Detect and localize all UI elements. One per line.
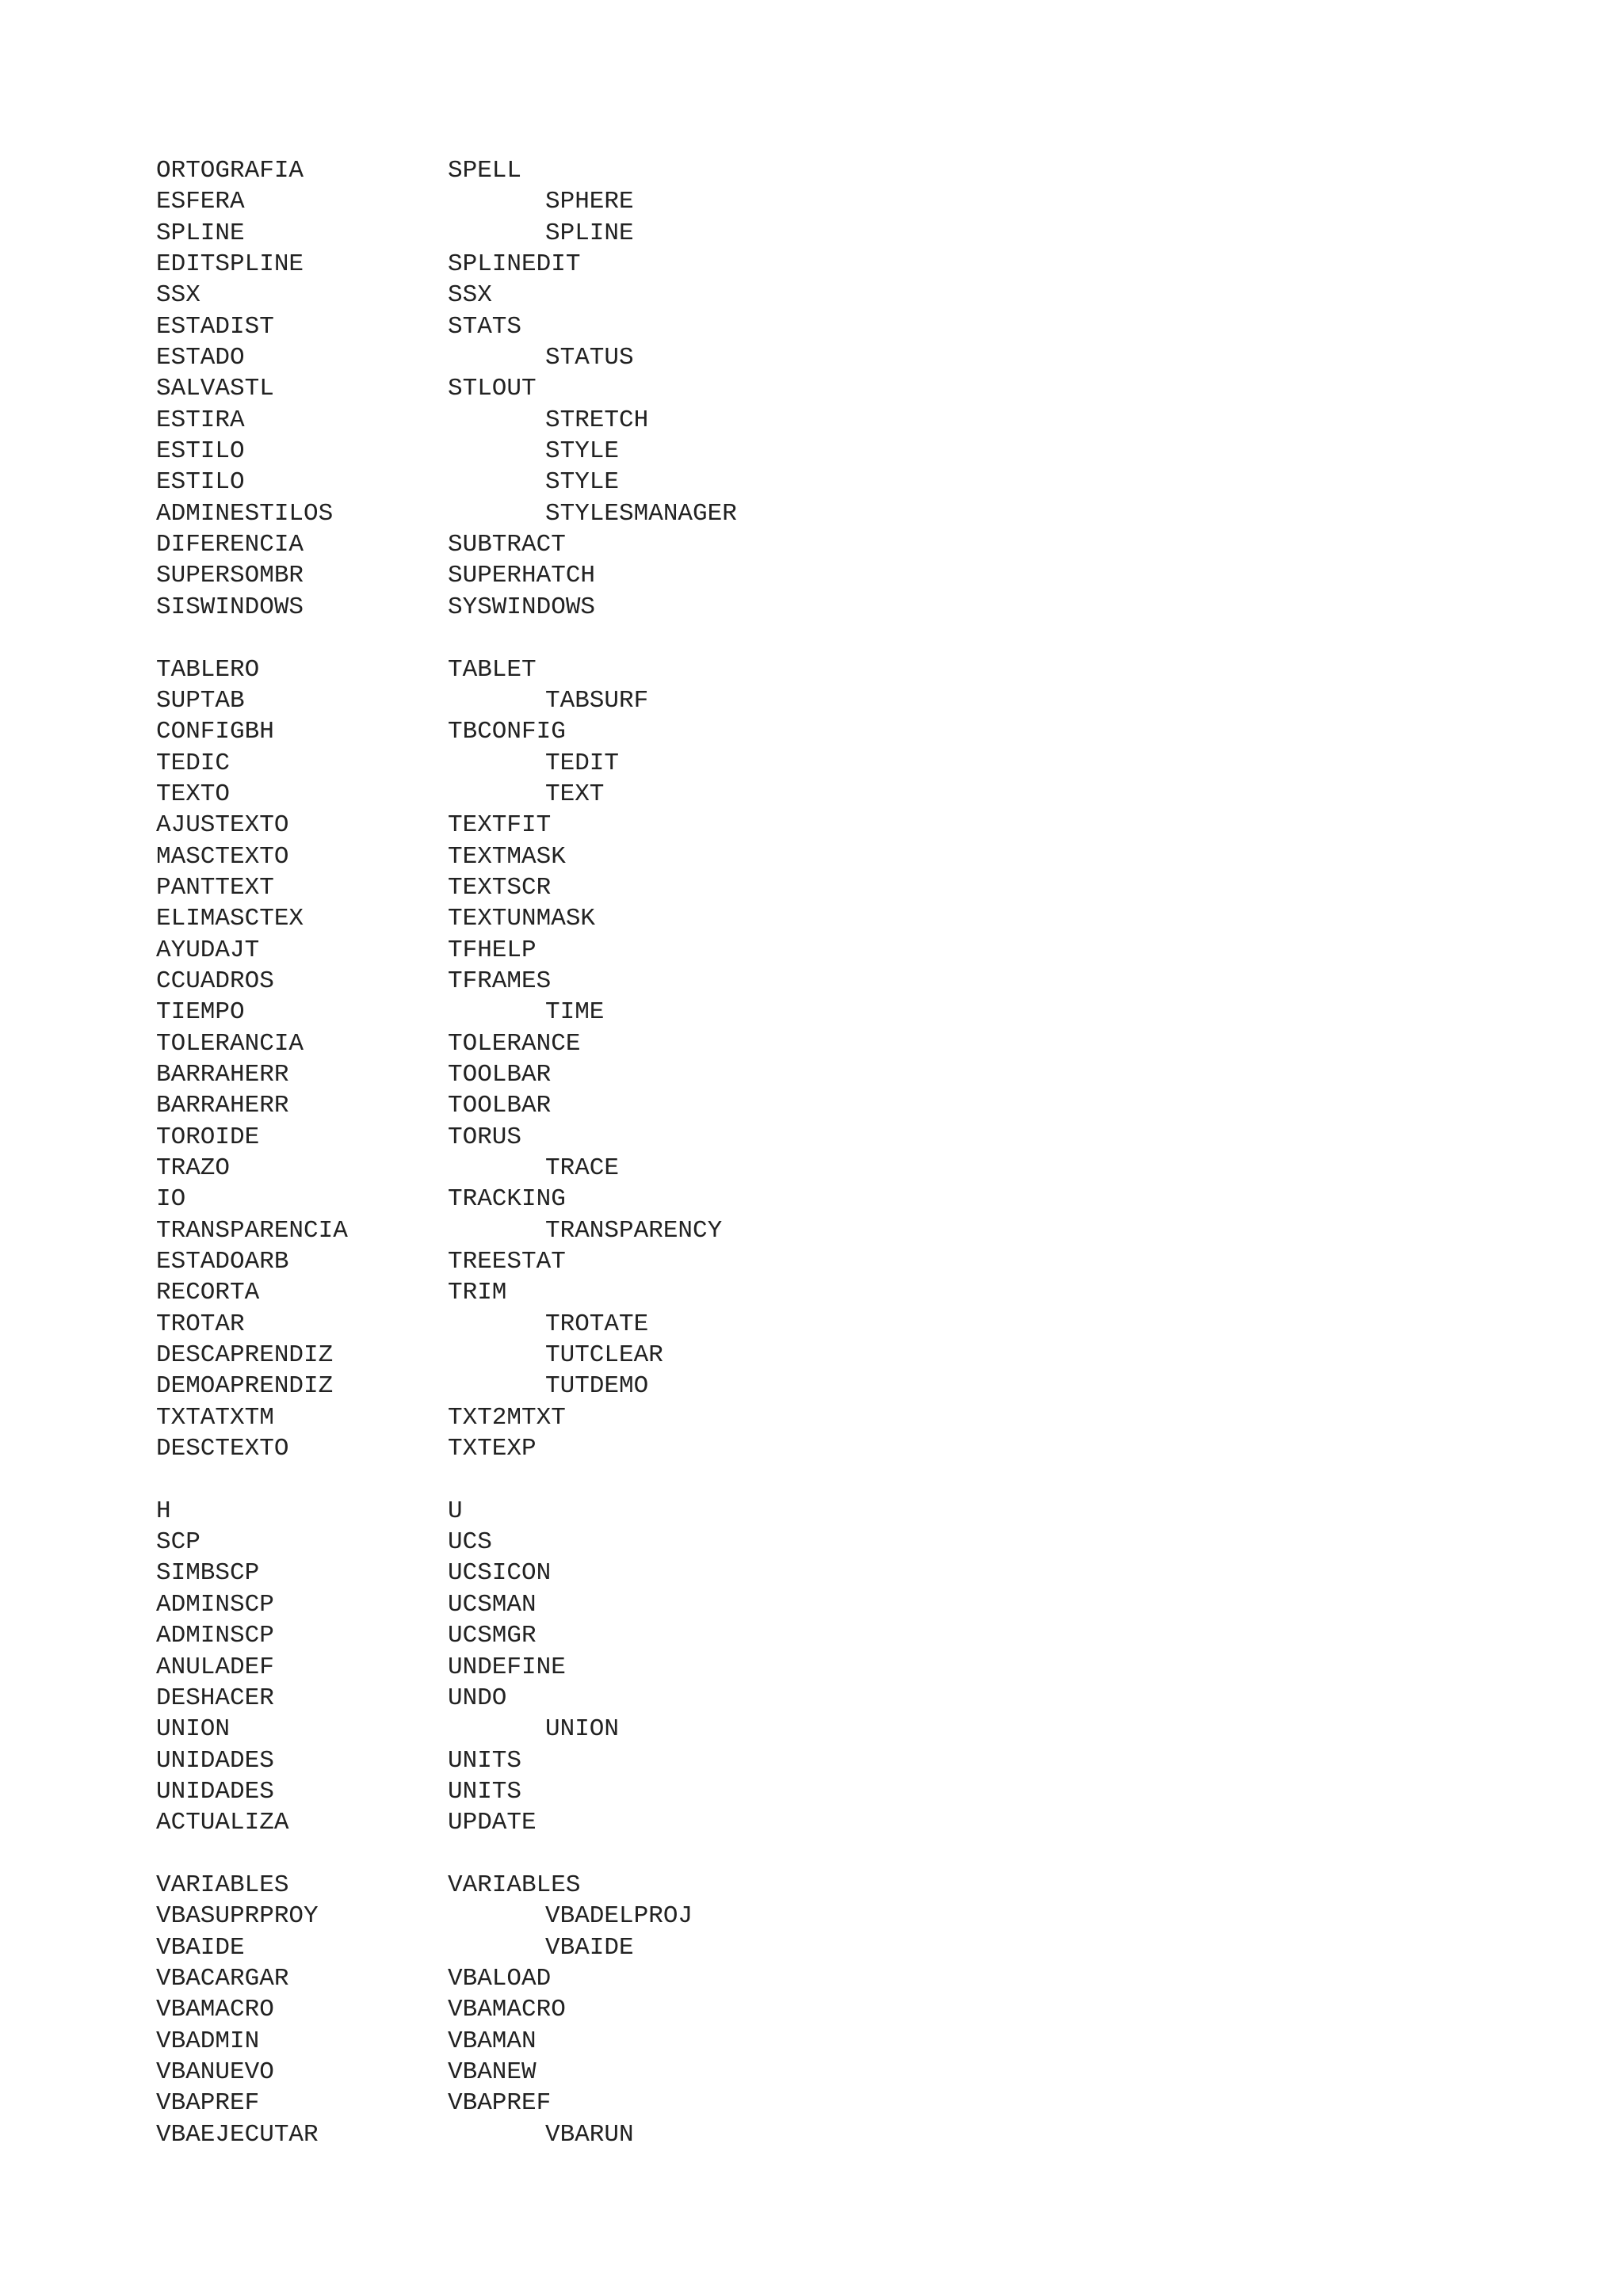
command-row bbox=[156, 280, 1503, 311]
spanish-command: EDITSPLINE bbox=[156, 250, 304, 279]
english-command: SSX bbox=[448, 281, 492, 310]
spanish-command: DIFERENCIA bbox=[156, 531, 304, 559]
english-command: TEXTSCR bbox=[448, 873, 552, 902]
command-row bbox=[156, 1496, 1503, 1527]
command-row bbox=[156, 903, 1503, 934]
command-row bbox=[156, 1122, 1503, 1153]
english-command: SYSWINDOWS bbox=[448, 593, 596, 621]
spanish-command: ESTILO bbox=[156, 437, 245, 466]
english-command: TABSURF bbox=[545, 686, 649, 715]
spanish-command: UNIDADES bbox=[156, 1777, 274, 1806]
command-row bbox=[156, 1433, 1503, 1464]
english-command: STYLE bbox=[545, 437, 620, 466]
english-command: UNDEFINE bbox=[448, 1653, 566, 1681]
english-command: UNITS bbox=[448, 1746, 522, 1775]
english-command: TXT2MTXT bbox=[448, 1403, 566, 1432]
spanish-command: TABLERO bbox=[156, 655, 260, 684]
command-row bbox=[156, 311, 1503, 342]
english-command: STATS bbox=[448, 312, 522, 341]
english-command: TEXT bbox=[545, 780, 605, 808]
command-row bbox=[156, 685, 1503, 716]
english-command: TEDIT bbox=[545, 749, 620, 777]
command-row bbox=[156, 2026, 1503, 2057]
command-row bbox=[156, 1901, 1503, 1932]
english-command: TOOLBAR bbox=[448, 1092, 552, 1120]
spanish-command: PANTTEXT bbox=[156, 873, 274, 902]
english-command: SPLINEDIT bbox=[448, 250, 581, 279]
english-command: U bbox=[448, 1497, 463, 1525]
english-command: TABLET bbox=[448, 655, 537, 684]
spanish-command: ADMINSCP bbox=[156, 1590, 274, 1619]
english-command: UCSMGR bbox=[448, 1622, 537, 1650]
spanish-command: ACTUALIZA bbox=[156, 1809, 289, 1837]
spanish-command: ESTADO bbox=[156, 344, 245, 372]
spanish-command: H bbox=[156, 1497, 171, 1525]
spanish-command: TEDIC bbox=[156, 749, 231, 777]
command-row bbox=[156, 810, 1503, 841]
spanish-command: UNIDADES bbox=[156, 1746, 274, 1775]
command-row bbox=[156, 779, 1503, 810]
english-command: UCSICON bbox=[448, 1559, 552, 1588]
english-command: SUBTRACT bbox=[448, 531, 566, 559]
command-row bbox=[156, 592, 1503, 623]
spanish-command: VBASUPRPROY bbox=[156, 1902, 319, 1931]
command-row bbox=[156, 654, 1503, 685]
spanish-command: VBADMIN bbox=[156, 2027, 260, 2055]
command-row bbox=[156, 1402, 1503, 1433]
spanish-command: TRANSPARENCIA bbox=[156, 1216, 348, 1245]
command-row bbox=[156, 498, 1503, 529]
english-command: TEXTFIT bbox=[448, 811, 552, 840]
spanish-command: ADMINSCP bbox=[156, 1622, 274, 1650]
command-row bbox=[156, 1652, 1503, 1683]
command-row bbox=[156, 1059, 1503, 1090]
spanish-command: DEMOAPRENDIZ bbox=[156, 1372, 334, 1401]
command-row bbox=[156, 1932, 1503, 1963]
command-row bbox=[156, 1620, 1503, 1651]
english-command: TFHELP bbox=[448, 936, 537, 964]
spanish-command: VBAPREF bbox=[156, 2089, 260, 2118]
spanish-command: VBAMACRO bbox=[156, 1996, 274, 2024]
english-command: TUTDEMO bbox=[545, 1372, 649, 1401]
section-gap bbox=[156, 623, 1503, 654]
english-command: TRIM bbox=[448, 1279, 507, 1307]
spanish-command: ELIMASCTEX bbox=[156, 905, 304, 933]
command-row bbox=[156, 529, 1503, 560]
english-command: SPELL bbox=[448, 157, 522, 185]
command-row bbox=[156, 342, 1503, 373]
english-command: VBAMAN bbox=[448, 2027, 537, 2055]
command-row bbox=[156, 1277, 1503, 1308]
english-command: TROTATE bbox=[545, 1310, 649, 1338]
spanish-command: MASCTEXTO bbox=[156, 842, 289, 871]
spanish-command: SUPTAB bbox=[156, 686, 245, 715]
spanish-command: SCP bbox=[156, 1528, 200, 1557]
spanish-command: VBAIDE bbox=[156, 1933, 245, 1962]
english-command: TREESTAT bbox=[448, 1248, 566, 1276]
command-row bbox=[156, 1994, 1503, 2025]
command-row bbox=[156, 155, 1503, 186]
command-row bbox=[156, 1558, 1503, 1589]
command-row bbox=[156, 1714, 1503, 1745]
command-row bbox=[156, 1683, 1503, 1714]
command-row bbox=[156, 1153, 1503, 1184]
english-command: VBAPREF bbox=[448, 2089, 552, 2118]
command-row bbox=[156, 935, 1503, 966]
command-row bbox=[156, 373, 1503, 404]
command-row bbox=[156, 186, 1503, 217]
english-command: SUPERHATCH bbox=[448, 562, 596, 590]
command-row bbox=[156, 1028, 1503, 1059]
english-command: UNITS bbox=[448, 1777, 522, 1806]
english-command: UCS bbox=[448, 1528, 492, 1557]
english-command: TRACE bbox=[545, 1154, 620, 1182]
spanish-command: ESTILO bbox=[156, 468, 245, 497]
spanish-command: RECORTA bbox=[156, 1279, 260, 1307]
command-row bbox=[156, 249, 1503, 280]
command-row bbox=[156, 2088, 1503, 2119]
spanish-command: AYUDAJT bbox=[156, 936, 260, 964]
english-command: TOOLBAR bbox=[448, 1060, 552, 1089]
english-command: TORUS bbox=[448, 1123, 522, 1151]
command-row bbox=[156, 2057, 1503, 2088]
english-command: TBCONFIG bbox=[448, 718, 566, 746]
command-row bbox=[156, 997, 1503, 1028]
command-row bbox=[156, 1870, 1503, 1901]
spanish-command: ADMINESTILOS bbox=[156, 499, 334, 528]
command-row bbox=[156, 966, 1503, 997]
command-row bbox=[156, 218, 1503, 249]
command-row bbox=[156, 1776, 1503, 1807]
section-gap bbox=[156, 1464, 1503, 1495]
spanish-command: IO bbox=[156, 1185, 186, 1214]
command-row bbox=[156, 1246, 1503, 1277]
command-row bbox=[156, 1184, 1503, 1215]
spanish-command: SUPERSOMBR bbox=[156, 562, 304, 590]
spanish-command: ESTADOARB bbox=[156, 1248, 289, 1276]
spanish-command: TIEMPO bbox=[156, 998, 245, 1027]
english-command: STYLESMANAGER bbox=[545, 499, 737, 528]
spanish-command: ESTIRA bbox=[156, 406, 245, 434]
english-command: STYLE bbox=[545, 468, 620, 497]
english-command: STATUS bbox=[545, 344, 634, 372]
english-command: TOLERANCE bbox=[448, 1029, 581, 1058]
spanish-command: ANULADEF bbox=[156, 1653, 274, 1681]
english-command: VBAMACRO bbox=[448, 1996, 566, 2024]
spanish-command: SSX bbox=[156, 281, 200, 310]
spanish-command: SISWINDOWS bbox=[156, 593, 304, 621]
command-row bbox=[156, 1745, 1503, 1776]
spanish-command: UNION bbox=[156, 1715, 231, 1744]
spanish-command: AJUSTEXTO bbox=[156, 811, 289, 840]
english-command: UCSMAN bbox=[448, 1590, 537, 1619]
section-gap bbox=[156, 1839, 1503, 1870]
spanish-command: TRAZO bbox=[156, 1154, 231, 1182]
command-row bbox=[156, 716, 1503, 747]
english-command: TXTEXP bbox=[448, 1435, 537, 1463]
english-command: TFRAMES bbox=[448, 967, 552, 995]
spanish-command: VARIABLES bbox=[156, 1871, 289, 1899]
english-command: SPLINE bbox=[545, 219, 634, 247]
english-command: UPDATE bbox=[448, 1809, 537, 1837]
spanish-command: BARRAHERR bbox=[156, 1092, 289, 1120]
english-command: UNDO bbox=[448, 1684, 507, 1712]
english-command: TRANSPARENCY bbox=[545, 1216, 723, 1245]
english-command: TUTCLEAR bbox=[545, 1341, 663, 1370]
command-row bbox=[156, 1807, 1503, 1838]
command-row bbox=[156, 2119, 1503, 2150]
english-command: VBARUN bbox=[545, 2120, 634, 2149]
command-row bbox=[156, 748, 1503, 779]
english-command: VBAIDE bbox=[545, 1933, 634, 1962]
command-row bbox=[156, 1340, 1503, 1371]
spanish-command: CONFIGBH bbox=[156, 718, 274, 746]
english-command: VBANEW bbox=[448, 2058, 537, 2086]
spanish-command: TXTATXTM bbox=[156, 1403, 274, 1432]
command-row bbox=[156, 1589, 1503, 1620]
command-row bbox=[156, 1963, 1503, 1994]
spanish-command: ESTADIST bbox=[156, 312, 274, 341]
spanish-command: TOLERANCIA bbox=[156, 1029, 304, 1058]
spanish-command: DESCTEXTO bbox=[156, 1435, 289, 1463]
spanish-command: BARRAHERR bbox=[156, 1060, 289, 1089]
command-row bbox=[156, 405, 1503, 436]
english-command: TEXTMASK bbox=[448, 842, 566, 871]
spanish-command: VBACARGAR bbox=[156, 1964, 289, 1993]
spanish-command: TROTAR bbox=[156, 1310, 245, 1338]
english-command: TRACKING bbox=[448, 1185, 566, 1214]
command-row bbox=[156, 841, 1503, 872]
english-command: SPHERE bbox=[545, 188, 634, 216]
command-row bbox=[156, 1309, 1503, 1340]
spanish-command: CCUADROS bbox=[156, 967, 274, 995]
spanish-command: VBANUEVO bbox=[156, 2058, 274, 2086]
command-row bbox=[156, 1527, 1503, 1558]
spanish-command: DESCAPRENDIZ bbox=[156, 1341, 334, 1370]
english-command: TEXTUNMASK bbox=[448, 905, 596, 933]
command-row bbox=[156, 436, 1503, 467]
command-row bbox=[156, 467, 1503, 498]
command-row bbox=[156, 1090, 1503, 1121]
spanish-command: VBAEJECUTAR bbox=[156, 2120, 319, 2149]
english-command: VARIABLES bbox=[448, 1871, 581, 1899]
spanish-command: TOROIDE bbox=[156, 1123, 260, 1151]
english-command: STLOUT bbox=[448, 375, 537, 403]
english-command: VBADELPROJ bbox=[545, 1902, 693, 1931]
command-row bbox=[156, 560, 1503, 591]
spanish-command: ORTOGRAFIA bbox=[156, 157, 304, 185]
command-row bbox=[156, 872, 1503, 903]
command-list bbox=[156, 155, 1503, 2150]
spanish-command: ESFERA bbox=[156, 188, 245, 216]
spanish-command: SPLINE bbox=[156, 219, 245, 247]
spanish-command: SALVASTL bbox=[156, 375, 274, 403]
spanish-command: SIMBSCP bbox=[156, 1559, 260, 1588]
english-command: STRETCH bbox=[545, 406, 649, 434]
command-row bbox=[156, 1371, 1503, 1402]
spanish-command: TEXTO bbox=[156, 780, 231, 808]
command-row bbox=[156, 1215, 1503, 1246]
english-command: UNION bbox=[545, 1715, 620, 1744]
english-command: VBALOAD bbox=[448, 1964, 552, 1993]
spanish-command: DESHACER bbox=[156, 1684, 274, 1712]
english-command: TIME bbox=[545, 998, 605, 1027]
